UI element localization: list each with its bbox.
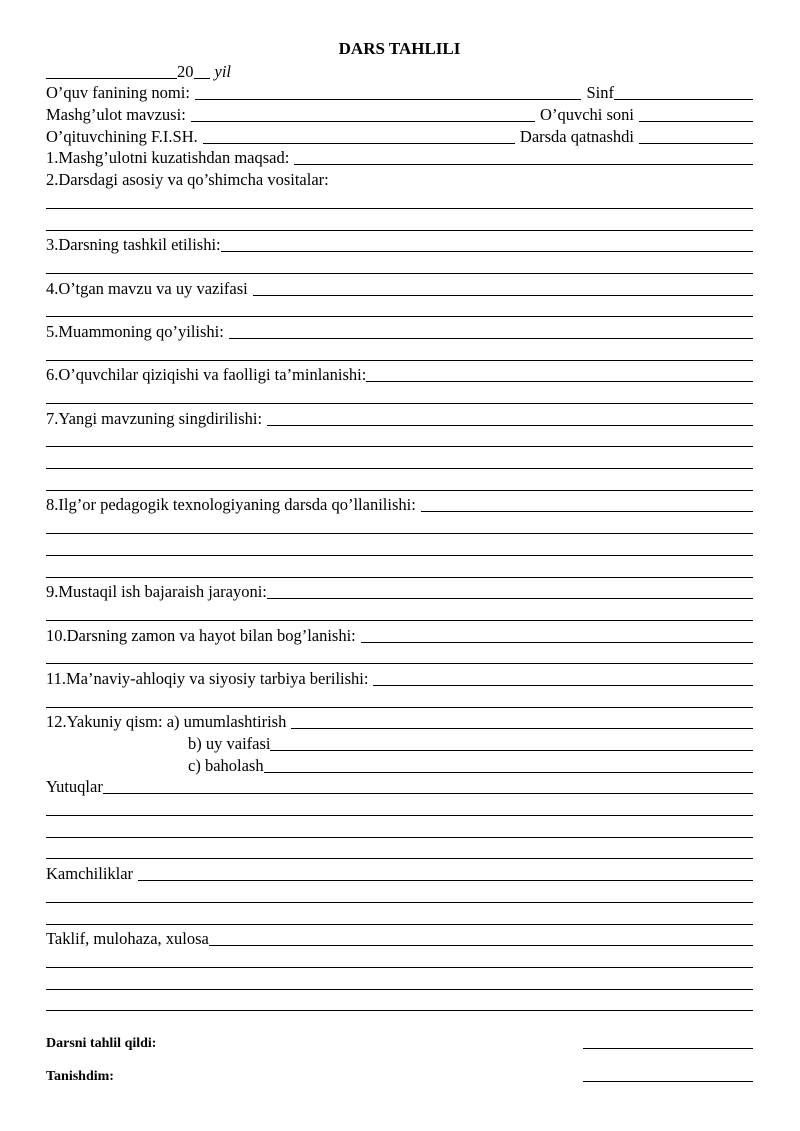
item-11-row: [46, 667, 753, 689]
blank-line[interactable]: [46, 255, 753, 277]
year-blank-line[interactable]: [194, 78, 210, 79]
year-word: yil: [214, 61, 231, 81]
blank-line[interactable]: [46, 884, 753, 906]
item-7-label: 7.Yangi mavzuning singdirilishi:: [46, 408, 263, 428]
item-3-row: [46, 234, 753, 256]
item-12a-line[interactable]: [291, 728, 753, 729]
item-7-line[interactable]: [267, 425, 753, 426]
signature-acknowledged-row: [46, 1069, 753, 1085]
item-1-row: [46, 147, 753, 169]
blank-line[interactable]: [46, 841, 753, 863]
year-prefix: 20: [177, 61, 194, 81]
topic-row: [46, 103, 753, 125]
item-4-row: [46, 277, 753, 299]
subject-field-line[interactable]: [195, 99, 582, 100]
blank-line[interactable]: [46, 559, 753, 581]
item-7-row: [46, 407, 753, 429]
blank-line[interactable]: [46, 646, 753, 668]
signature-analyzed-row: [46, 1036, 753, 1052]
item-6-line[interactable]: [366, 381, 753, 382]
item-3-label: 3.Darsning tashkil etilishi:: [46, 235, 221, 255]
achievements-row: [46, 776, 753, 798]
item-12c-row: [46, 754, 753, 776]
teacher-label: O’qituvchining F.I.SH.: [46, 126, 198, 146]
item-12b-label: b) uy vaifasi: [188, 734, 271, 753]
item-1-label: 1.Mashg’ulotni kuzatishdan maqsad:: [46, 148, 290, 168]
item-11-label: 11.Ma’naviy-ahloqiy va siyosiy tarbiya berilishi:: [46, 668, 369, 688]
blank-line[interactable]: [46, 429, 753, 451]
date-blank-line[interactable]: [46, 78, 177, 79]
blank-line[interactable]: [46, 993, 753, 1015]
blank-line[interactable]: [46, 797, 753, 819]
blank-line[interactable]: [46, 342, 753, 364]
item-10-row: [46, 624, 753, 646]
proposals-row: [46, 928, 753, 950]
blank-line[interactable]: [46, 212, 753, 234]
item-12c-line[interactable]: [264, 772, 753, 773]
blank-line[interactable]: [46, 190, 753, 212]
item-12b-line[interactable]: [270, 750, 753, 751]
item-8-label: 8.Ilg’or pedagogik texnologiyaning darsda qo’llanilishi:: [46, 495, 416, 515]
blank-line[interactable]: [46, 472, 753, 494]
item-10-label: 10.Darsning zamon va hayot bilan bog’lanishi:: [46, 625, 356, 645]
acknowledged-signature-line[interactable]: [583, 1081, 753, 1082]
shortcomings-line[interactable]: [138, 880, 753, 881]
analyzed-signature-line[interactable]: [583, 1048, 753, 1049]
item-1-line[interactable]: [294, 164, 753, 165]
item-9-line[interactable]: [267, 598, 753, 599]
students-field-line[interactable]: [639, 121, 753, 122]
shortcomings-label: Kamchiliklar: [46, 864, 134, 884]
item-6-row: [46, 364, 753, 386]
item-12-row: [46, 711, 753, 733]
acknowledged-label: Tanishdim:: [46, 1069, 114, 1084]
form-page: [46, 38, 753, 1014]
blank-line[interactable]: [46, 971, 753, 993]
item-10-line[interactable]: [361, 642, 753, 643]
blank-line[interactable]: [46, 602, 753, 624]
attended-field-line[interactable]: [639, 143, 753, 144]
teacher-row: [46, 125, 753, 147]
item-12b-row: [46, 732, 753, 754]
blank-line[interactable]: [46, 537, 753, 559]
subject-label: O’quv fanining nomi:: [46, 83, 190, 103]
item-12c-label: c) baholash: [188, 755, 264, 775]
item-3-line[interactable]: [221, 251, 753, 252]
students-label: O’quvchi soni: [540, 105, 634, 125]
item-5-line[interactable]: [229, 338, 753, 339]
class-label: Sinf: [586, 83, 614, 103]
item-2-row: [46, 168, 753, 190]
blank-line[interactable]: [46, 385, 753, 407]
class-field-line[interactable]: [614, 99, 753, 100]
teacher-field-line[interactable]: [203, 143, 515, 144]
achievements-line[interactable]: [103, 793, 753, 794]
form-title: DARS TAHLILI: [338, 39, 461, 58]
topic-label: Mashg’ulot mavzusi:: [46, 105, 186, 125]
blank-line[interactable]: [46, 949, 753, 971]
item-5-label: 5.Muammoning qo’yilishi:: [46, 321, 224, 341]
shortcomings-row: [46, 862, 753, 884]
proposals-label: Taklif, mulohaza, xulosa: [46, 929, 209, 949]
blank-line[interactable]: [46, 515, 753, 537]
date-row: [46, 60, 753, 82]
blank-line[interactable]: [46, 906, 753, 928]
item-6-label: 6.O’quvchilar qiziqishi va faolligi ta’minlanishi:: [46, 365, 367, 385]
item-5-row: [46, 320, 753, 342]
item-9-row: [46, 581, 753, 603]
item-2-label: 2.Darsdagi asosiy va qo’shimcha vositalar:: [46, 170, 329, 190]
proposals-line[interactable]: [209, 945, 753, 946]
item-8-line[interactable]: [421, 511, 753, 512]
item-4-label: 4.O’tgan mavzu va uy vazifasi: [46, 278, 248, 298]
blank-line[interactable]: [46, 299, 753, 321]
item-9-label: 9.Mustaqil ish bajaraish jarayoni:: [46, 582, 267, 602]
item-4-line[interactable]: [253, 295, 753, 296]
achievements-label: Yutuqlar: [46, 777, 103, 797]
topic-field-line[interactable]: [191, 121, 535, 122]
item-11-line[interactable]: [373, 685, 753, 686]
blank-line[interactable]: [46, 450, 753, 472]
subject-row: [46, 82, 753, 104]
blank-line[interactable]: [46, 819, 753, 841]
item-12-label: 12.Yakuniy qism: a) umumlashtirish: [46, 712, 287, 732]
item-8-row: [46, 494, 753, 516]
blank-line[interactable]: [46, 689, 753, 711]
attended-label: Darsda qatnashdi: [519, 126, 634, 146]
analyzed-label: Darsni tahlil qildi:: [46, 1036, 157, 1051]
